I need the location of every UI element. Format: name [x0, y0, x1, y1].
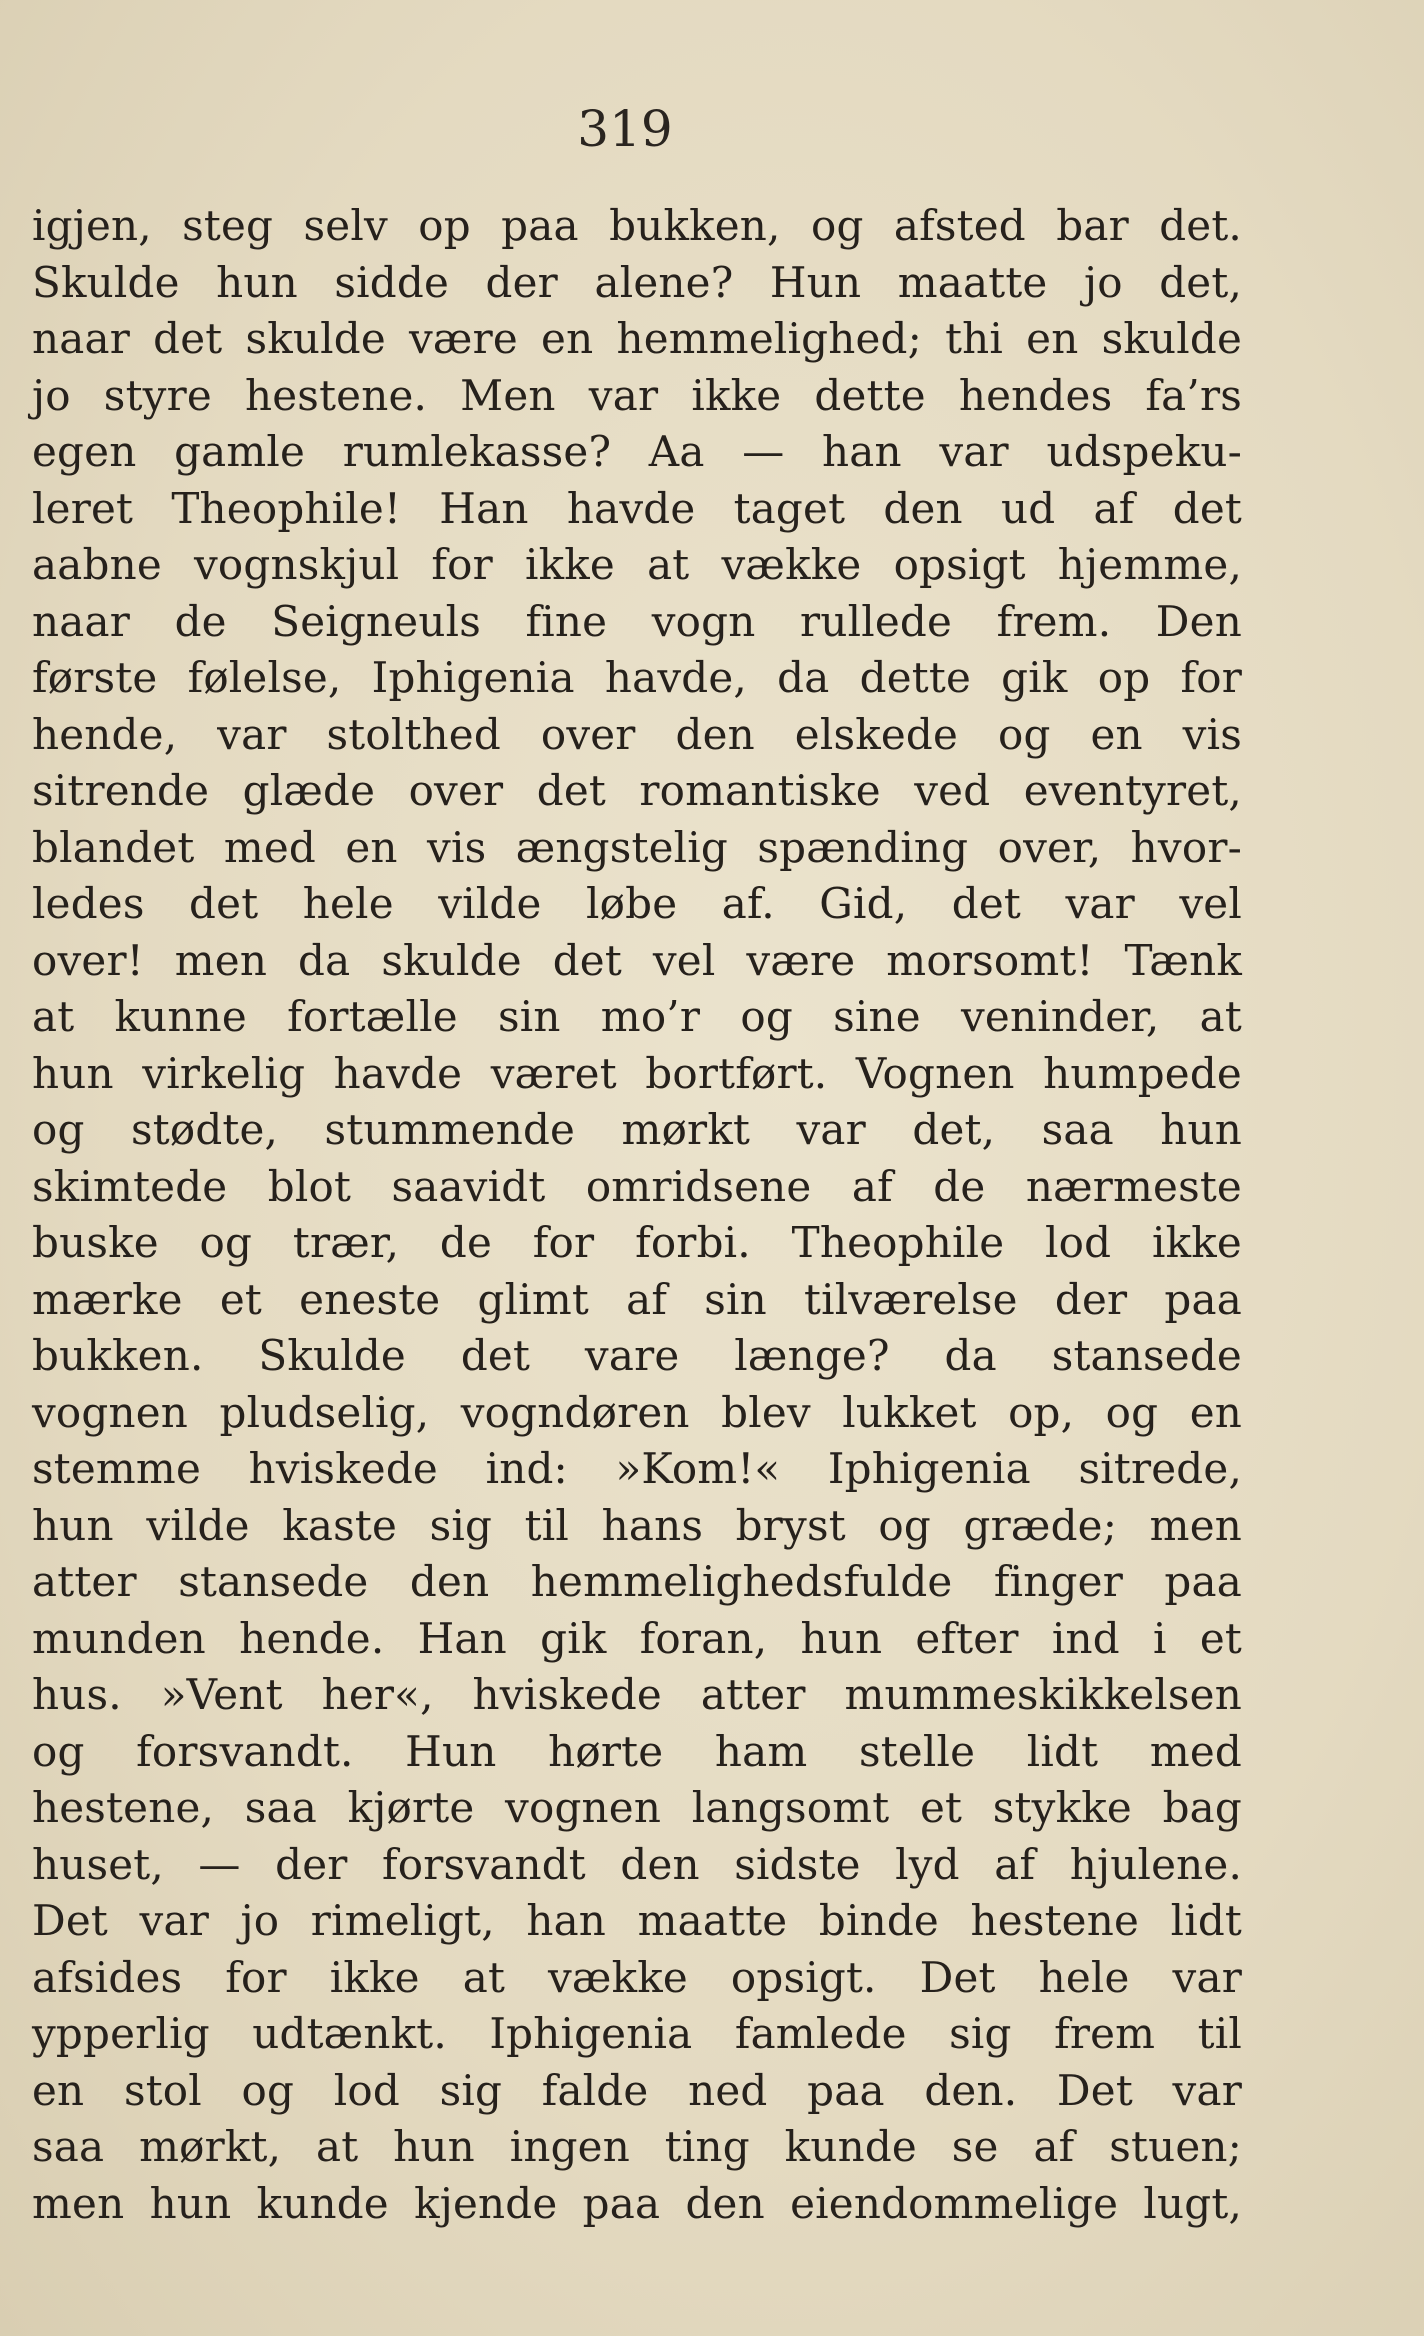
text-line: en stol og lod sig falde ned paa den. Det var [32, 2065, 1242, 2115]
text-line: vognen pludselig, vogndøren blev lukket op, og en [32, 1387, 1242, 1437]
text-line: buske og trær, de for forbi. Theophile lod ikke [32, 1218, 1242, 1267]
text-line: atter stansede den hemmelighedsfulde finger paa [32, 1557, 1242, 1606]
text-line: aabne vognskjul for ikke at vække opsigt hjemme, [32, 540, 1242, 589]
text-line: hun virkelig havde været bortført. Vognen humpede [32, 1048, 1242, 1098]
text-line: Skulde hun sidde der alene? Hun maatte jo det, [32, 257, 1242, 307]
text-line: bukken. Skulde det vare længe? da stansede [32, 1331, 1242, 1380]
text-line: Det var jo rimeligt, han maatte binde hestene lidt [32, 1896, 1242, 1945]
text-line: saa mørkt, at hun ingen ting kunde se af stuen; [32, 2122, 1242, 2171]
text-line: hus. »Vent her«, hviskede atter mummeskikkelsen [32, 1670, 1242, 1719]
text-line: igjen, steg selv op paa bukken, og afsted bar det. [32, 201, 1242, 250]
text-line: første følelse, Iphigenia havde, da dette gik op for [32, 653, 1242, 702]
text-line: naar det skulde være en hemmelighed; thi en skulde [32, 314, 1242, 363]
page-number: 319 [577, 100, 673, 158]
text-line: hestene, saa kjørte vognen langsomt et stykke bag [32, 1783, 1242, 1832]
text-line: og forsvandt. Hun hørte ham stelle lidt med [32, 1726, 1242, 1776]
text-line: stemme hviskede ind: »Kom!« Iphigenia sitrede, [32, 1444, 1242, 1493]
text-line: men hun kunde kjende paa den eiendommelige lugt, [32, 2178, 1242, 2228]
text-line: afsides for ikke at vække opsigt. Det hele var [32, 1952, 1242, 2002]
text-line: skimtede blot saavidt omridsene af de nærmeste [32, 1161, 1242, 1211]
text-line: ledes det hele vilde løbe af. Gid, det var vel [32, 879, 1242, 928]
text-line: sitrende glæde over det romantiske ved eventyret, [32, 766, 1242, 815]
text-line: hende, var stolthed over den elskede og en vis [32, 709, 1242, 759]
text-line: og stødte, stummende mørkt var det, saa hun [32, 1105, 1242, 1154]
text-line: at kunne fortælle sin mo’r og sine veninder, at [32, 992, 1242, 1041]
text-line: hun vilde kaste sig til hans bryst og græde; men [32, 1500, 1242, 1550]
text-line: mærke et eneste glimt af sin tilværelse der paa [32, 1274, 1242, 1324]
text-line: huset, — der forsvandt den sidste lyd af hjulene. [32, 1839, 1242, 1889]
text-line: naar de Seigneuls fine vogn rullede frem. Den [32, 596, 1242, 646]
text-line: over! men da skulde det vel være morsomt! Tænk [32, 935, 1242, 985]
text-line: jo styre hestene. Men var ikke dette hendes fa’rs [32, 370, 1242, 420]
text-line: munden hende. Han gik foran, hun efter ind i et [32, 1613, 1242, 1663]
text-line: ypperlig udtænkt. Iphigenia famlede sig frem til [32, 2009, 1242, 2058]
text-line: blandet med en vis ængstelig spænding over, hvor- [32, 822, 1242, 872]
body-text [32, 198, 1242, 2232]
text-line: egen gamle rumlekasse? Aa — han var udspeku- [32, 427, 1242, 476]
text-line: leret Theophile! Han havde taget den ud af det [32, 483, 1242, 533]
